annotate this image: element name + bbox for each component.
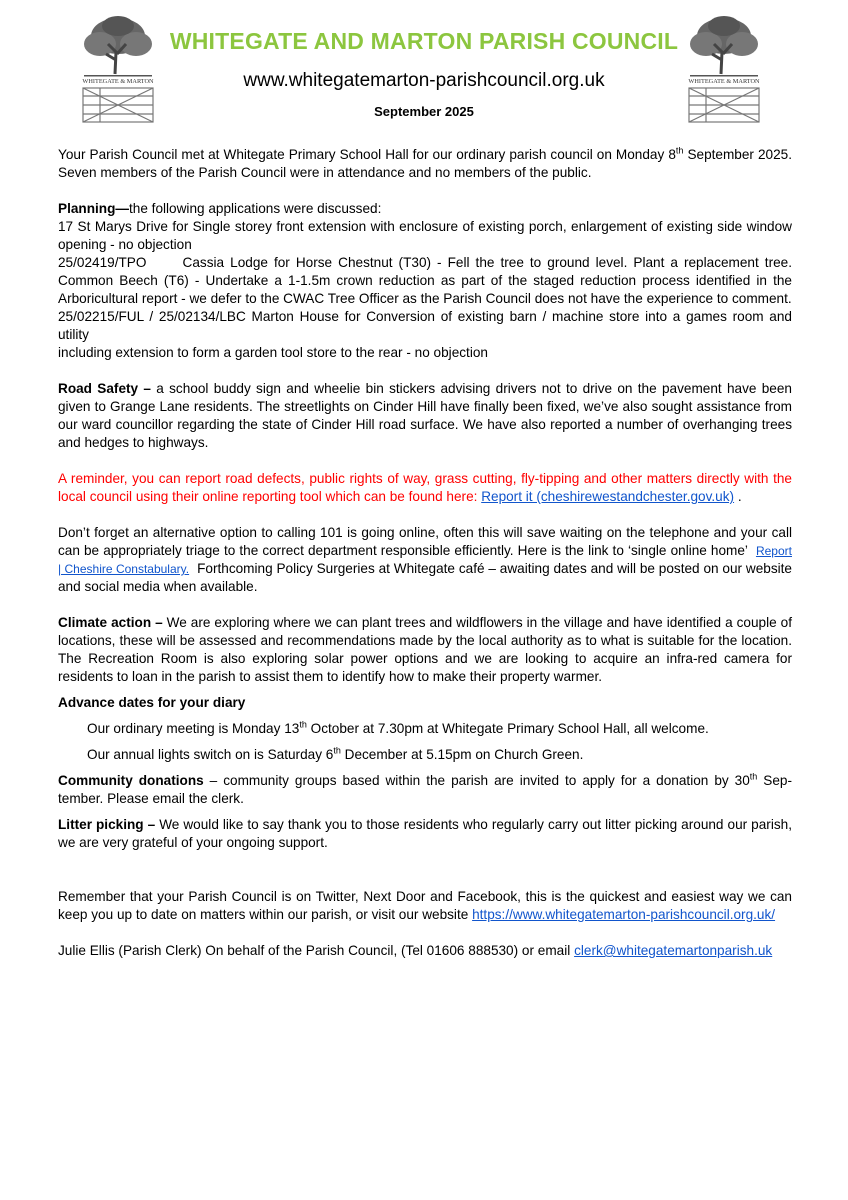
police-paragraph: Don’t forget an alternative option to calling 101 is going online, often this will save waiting on the telephone and your call can be appropriately triage to the correct department responsible efficiently. Here is the link to ‘single online home’ Report | Cheshire Constabulary. Forthcoming Policy Surgeries at Whitegate café – awaiting dates and will be posted on our website and social media when available. bbox=[58, 525, 792, 594]
planning-item: including extension to form a garden tool store to the rear - no objection bbox=[58, 345, 488, 360]
diary-item: Our annual lights switch on is Saturday 6th December at 5.15pm on Church Green. bbox=[87, 745, 584, 762]
newsletter-date: September 2025 bbox=[374, 104, 474, 119]
litter-paragraph: Litter picking – We would like to say thank you to those residents who regularly carry out litter picking around our parish, we are very grateful of your ongoing support. bbox=[58, 817, 792, 850]
planning-heading: Planning—the following applications were discussed: bbox=[58, 201, 382, 216]
cheshire-constabulary-link[interactable]: Report | Cheshire Constabulary. bbox=[58, 544, 792, 576]
social-paragraph: Remember that your Parish Council is on Twitter, Next Door and Facebook, this is the quickest and easiest way we can keep you up to date on matters within our parish, or visit our website https://www.whitegatemarton-parishcouncil.org.uk/ bbox=[58, 889, 792, 922]
diary-item: Our ordinary meeting is Monday 13th October at 7.30pm at Whitegate Primary School Hall, all welcome. bbox=[87, 719, 709, 736]
planning-item: 25/02419/TPO Cassia Lodge for Horse Chestnut (T30) - Fell the tree to ground level. Plant a replacement tree. Common Beech (T6) - Undertake a 1-1.5m crown reduction as part of the staged reduction process identified in the Arboricultural report - we defer to the CWAC Tree Officer as the Parish Council does not have the experience to comment. bbox=[58, 255, 792, 306]
intro-paragraph: Your Parish Council met at Whitegate Primary School Hall for our ordinary parish council on Monday 8th September 2025. Seven members of the Parish Council were in attendance and no members of the public. bbox=[58, 145, 792, 180]
planning-item: 25/02215/FUL / 25/02134/LBC Marton House for Conversion of existing barn / machine store into a games room and utility bbox=[58, 309, 792, 342]
svg-text:WHITEGATE & MARTON: WHITEGATE & MARTON bbox=[688, 78, 760, 85]
road-safety-paragraph: Road Safety – a school buddy sign and wheelie bin stickers advising drivers not to drive on the pavement have been given to Grange Lane residents. The streetlights on Cinder Hill have finally been fixed, we’ve also sought assistance from our ward councillor regarding the state of Cinder Hill road surface. We have also reported a number of overhanging trees and hedges to highways. bbox=[58, 381, 792, 450]
website-link[interactable]: https://www.whitegatemarton-parishcouncil.org.uk/ bbox=[472, 907, 776, 922]
svg-text:WHITEGATE & MARTON: WHITEGATE & MARTON bbox=[82, 78, 154, 85]
newsletter-body bbox=[58, 146, 792, 960]
donations-paragraph: Community donations – community groups based within the parish are invited to apply for a donation by 30th September. Please email the clerk. bbox=[58, 771, 792, 806]
council-website[interactable]: www.whitegatemarton-parishcouncil.org.uk bbox=[243, 70, 605, 91]
diary-heading: Advance dates for your diary bbox=[58, 695, 246, 710]
reminder-paragraph: A reminder, you can report road defects, public rights of way, grass cutting, fly-tipping and other matters directly with the local council using their online reporting tool which can be found here: Report it (cheshirewestandchester.gov.uk) . bbox=[58, 471, 792, 504]
signoff-paragraph: Julie Ellis (Parish Clerk) On behalf of the Parish Council, (Tel 01606 888530) or email clerk@whitegatemartonparish.uk bbox=[58, 943, 773, 958]
clerk-email-link[interactable]: clerk@whitegatemartonparish.uk bbox=[574, 943, 773, 958]
report-it-link[interactable]: Report it (cheshirewestandchester.gov.uk) bbox=[481, 489, 735, 504]
planning-item: 17 St Marys Drive for Single storey front extension with enclosure of existing porch, enlargement of existing side window opening - no objection bbox=[58, 219, 792, 252]
council-title: WHITEGATE AND MARTON PARISH COUNCIL bbox=[169, 28, 679, 54]
climate-paragraph: Climate action – We are exploring where we can plant trees and wildflowers in the village and have identified a couple of locations, these will be assessed and recommendations made by the local authority as to what is suitable for the location. The Recreation Room is also exploring solar power options and we are looking to acquire an infra-red camera for residents to loan in the parish to assist them to identify how to make their property warmer. bbox=[58, 615, 793, 684]
